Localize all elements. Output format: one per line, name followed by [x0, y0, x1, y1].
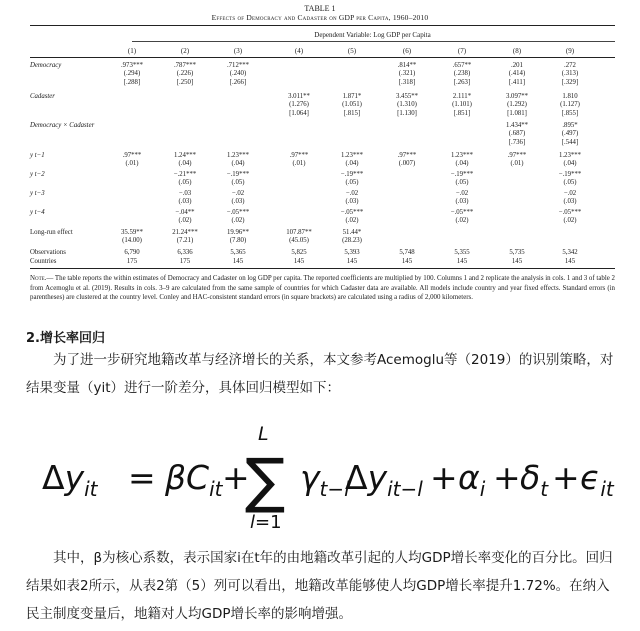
coefficient: 175: [179, 258, 191, 265]
eq-gamma: $\gamma_{t-l}$: [300, 458, 350, 501]
standard-error: (1.127): [560, 101, 580, 109]
paragraph-intro: 为了进一步研究地籍改革与经济增长的关系，本文参考Acemoglu等（2019）的识别策略，对结果变量（yit）进行一阶差分，具体回归模型如下：: [26, 352, 614, 396]
table-cell: [434, 209, 490, 226]
column-header: (5): [347, 47, 357, 55]
table-cell: [104, 249, 160, 257]
standard-error: (45.05): [289, 237, 309, 245]
table-cell: [157, 258, 213, 266]
coefficient: .97***: [507, 152, 527, 159]
table-cell: [324, 171, 380, 188]
table-cell: [489, 258, 545, 266]
table-cell: [434, 171, 490, 188]
coefficient: −.02: [231, 190, 245, 197]
table-cell: [542, 93, 598, 118]
column-header: (2): [180, 47, 190, 55]
coefficient: 5,735: [509, 249, 525, 256]
standard-error: (.03): [563, 198, 577, 206]
coefficient: .97***: [397, 152, 417, 159]
coefficient: 35.59**: [120, 229, 144, 236]
standard-error: (.04): [455, 160, 469, 168]
conley-se: [.815]: [343, 109, 361, 117]
table-cell: [104, 152, 160, 169]
standard-error: (.05): [178, 179, 192, 187]
standard-error: (.007): [398, 160, 416, 168]
row-label: Democracy: [30, 62, 62, 69]
table-cell: [324, 190, 380, 207]
eq-equals: =: [128, 458, 156, 497]
note-label: Note.: [30, 275, 47, 282]
table-cell: [271, 249, 327, 257]
standard-error: (1.051): [342, 101, 362, 109]
conley-se: [.250]: [176, 78, 194, 86]
standard-error: (.04): [178, 160, 192, 168]
regression-equation: [0, 418, 640, 533]
table-cell: [104, 62, 160, 87]
column-header: (8): [512, 47, 522, 55]
coefficient: −.19***: [558, 171, 582, 178]
coefficient: −.19***: [450, 171, 474, 178]
coefficient: −.19***: [226, 171, 250, 178]
table-cell: [434, 249, 490, 257]
row-label: y t−4: [30, 209, 45, 216]
standard-error: (1.292): [507, 101, 527, 109]
standard-error: (.05): [455, 179, 469, 187]
table-cell: [271, 258, 327, 266]
table-cell: [210, 249, 266, 257]
coefficient: 3.455**: [395, 93, 419, 100]
table-cell: [489, 93, 545, 118]
standard-error: (28.23): [342, 237, 362, 245]
coefficient: 1.810: [562, 93, 578, 100]
eq-delta-y-lag: $\Delta y_{it-l}$: [345, 458, 423, 501]
column-header: (1): [127, 47, 137, 55]
table-cell: [489, 122, 545, 147]
coefficient: −.21***: [173, 171, 197, 178]
conley-se: [1.130]: [397, 109, 417, 117]
table-cell: [157, 190, 213, 207]
conley-se: [1.064]: [289, 109, 309, 117]
standard-error: (.01): [292, 160, 306, 168]
eq-sum-lower: l=1: [250, 512, 282, 533]
standard-error: (.02): [455, 217, 469, 225]
standard-error: (.313): [561, 70, 579, 78]
coefficient: 5,393: [344, 249, 360, 256]
table-cell: [489, 62, 545, 87]
table-cell: [379, 258, 435, 266]
table-cell: [324, 249, 380, 257]
table-cell: [379, 62, 435, 87]
row-label: y t−2: [30, 171, 45, 178]
coefficient: −.05***: [226, 209, 250, 216]
coefficient: 145: [232, 258, 244, 265]
table-cell: [271, 229, 327, 246]
column-header: (4): [294, 47, 304, 55]
table-cell: [157, 171, 213, 188]
standard-error: (.414): [508, 70, 526, 78]
table-cell: [210, 209, 266, 226]
table-cell: [542, 122, 598, 147]
standard-error: (.321): [398, 70, 416, 78]
standard-error: (.03): [231, 198, 245, 206]
coefficient: 1.23***: [450, 152, 474, 159]
table-label: TABLE 1: [304, 4, 336, 13]
standard-error: (.02): [345, 217, 359, 225]
coefficient: .97***: [289, 152, 309, 159]
eq-beta-c: $\beta C_{it}$: [165, 458, 223, 501]
table-cell: [324, 93, 380, 118]
coefficient: 145: [346, 258, 358, 265]
coefficient: 1.24***: [173, 152, 197, 159]
table-cell: [157, 152, 213, 169]
table-title: Effects of Democracy and Cadaster on GDP per Capita, 1960–2010: [211, 13, 429, 22]
conley-se: [.855]: [561, 109, 579, 117]
column-header: (3): [233, 47, 243, 55]
coefficient: −.02: [455, 190, 469, 197]
standard-error: (.497): [561, 130, 579, 138]
coefficient: 175: [126, 258, 138, 265]
eq-delta-y: $\Delta y_{it}$: [42, 458, 98, 501]
table-cell: [104, 258, 160, 266]
eq-plus-3: +: [493, 458, 521, 497]
standard-error: (.687): [508, 130, 526, 138]
eq-delta-t: $\delta_t$: [520, 458, 549, 501]
eq-plus-2: +: [430, 458, 458, 497]
standard-error: (14.00): [122, 237, 142, 245]
coefficient: −.04**: [175, 209, 195, 216]
dependent-variable-rule: [132, 41, 615, 42]
table-cell: [324, 229, 380, 246]
standard-error: (.04): [345, 160, 359, 168]
table-cell: [324, 152, 380, 169]
coefficient: −.03: [178, 190, 192, 197]
standard-error: (.05): [231, 179, 245, 187]
table-note: [30, 274, 615, 303]
coefficient: 145: [293, 258, 305, 265]
table-cell: [542, 190, 598, 207]
conley-se: [.736]: [508, 138, 526, 146]
row-label: y t−1: [30, 152, 45, 159]
table-cell: [379, 249, 435, 257]
standard-error: (.03): [178, 198, 192, 206]
dependent-variable-header: Dependent Variable: Log GDP per Capita: [314, 31, 431, 39]
eq-sum-upper: L: [258, 423, 269, 445]
coefficient: .97***: [122, 152, 142, 159]
eq-plus-1: +: [222, 458, 250, 497]
table-cell: [157, 229, 213, 246]
table-cell: [434, 62, 490, 87]
coefficient: 1.23***: [558, 152, 582, 159]
coefficient: .973***: [120, 62, 144, 69]
table-cell: [489, 249, 545, 257]
table-cell: [157, 62, 213, 87]
coefficient: 3.011**: [288, 93, 310, 100]
table-cell: [104, 229, 160, 246]
table-top-rule: [30, 25, 615, 26]
note-text: — The table reports the within estimates of Democracy and Cadaster on log GDP per capita. The reported coefficients are multiplied by 100. Columns 1 and 2 replicate the analysis in cols. 1 and 3 of table 2 from Acemoglu et al. (2019). Results in cols. 3–9 are calculated from the same sample of countries for which Cadaster data are available. All models include country and year fixed effects. Standard errors (in parentheses) are clustered at the country level. Conley and HAC-consistent standard errors (in square brackets) are calculated using a radius of 2,000 kilometers.: [30, 275, 615, 302]
conley-se: [.851]: [453, 109, 471, 117]
table-cell: [542, 249, 598, 257]
table-cell: [434, 93, 490, 118]
table-cell: [210, 171, 266, 188]
table-cell: [271, 152, 327, 169]
table-cell: [379, 93, 435, 118]
table-cell: [489, 152, 545, 169]
row-label: Observations: [30, 249, 66, 256]
coefficient: 6,790: [124, 249, 140, 256]
standard-error: (.238): [453, 70, 471, 78]
table-cell: [157, 209, 213, 226]
row-label: Countries: [30, 258, 57, 265]
table-cell: [434, 152, 490, 169]
table-cell: [542, 258, 598, 266]
coefficient: 5,355: [454, 249, 470, 256]
coefficient: 107.87**: [286, 229, 312, 236]
standard-error: (.226): [176, 70, 194, 78]
coefficient: .712***: [226, 62, 250, 69]
coefficient: 21.24***: [172, 229, 198, 236]
coefficient: 1.23***: [226, 152, 250, 159]
conley-se: [.411]: [508, 78, 526, 86]
conley-se: [.544]: [561, 138, 579, 146]
standard-error: (.01): [510, 160, 524, 168]
eq-plus-4: +: [552, 458, 580, 497]
coefficient: .657**: [452, 62, 472, 69]
coefficient: −.19***: [340, 171, 364, 178]
coefficient: 5,825: [291, 249, 307, 256]
coefficient: 1.871*: [342, 93, 362, 100]
coefficient: .787***: [173, 62, 197, 69]
conley-se: [.288]: [123, 78, 141, 86]
row-label: y t−3: [30, 190, 45, 197]
coefficient: 19.96**: [226, 229, 250, 236]
table-cell: [542, 152, 598, 169]
table-cell: [434, 258, 490, 266]
column-header: (9): [565, 47, 575, 55]
standard-error: (.04): [563, 160, 577, 168]
coefficient: 1.23***: [340, 152, 364, 159]
table-cell: [271, 93, 327, 118]
standard-error: (1.101): [452, 101, 472, 109]
coefficient: −.02: [345, 190, 359, 197]
table-cell: [210, 229, 266, 246]
section-heading: 2.增长率回归: [26, 331, 105, 346]
table-cell: [434, 190, 490, 207]
standard-error: (7.80): [229, 237, 247, 245]
coefficient: .272: [564, 62, 576, 69]
coefficient: 5,342: [562, 249, 578, 256]
standard-error: (.02): [231, 217, 245, 225]
coefficient: −.02: [563, 190, 577, 197]
paragraph-results: 其中，β为核心系数，表示国家i在t年的由地籍改革引起的人均GDP增长率变化的百分比。回归结果如表2所示，从表2第（5）列可以看出，地籍改革能够使人均GDP增长率提升1.72%。在纳入民主制度变量后，地籍对人均GDP增长率的影响增强。: [26, 550, 613, 622]
table-bottom-rule: [30, 268, 615, 269]
coefficient: −.05***: [340, 209, 364, 216]
conley-se: [.266]: [229, 78, 247, 86]
coefficient: 145: [401, 258, 413, 265]
coefficient: 5,748: [399, 249, 415, 256]
standard-error: (7.21): [176, 237, 194, 245]
row-label: Democracy × Cadaster: [30, 122, 95, 129]
table-cell: [324, 258, 380, 266]
table-cell: [379, 152, 435, 169]
table-cell: [157, 249, 213, 257]
table-cell: [210, 258, 266, 266]
standard-error: (1.276): [289, 101, 309, 109]
eq-alpha: $\alpha_i$: [458, 458, 486, 501]
eq-epsilon: $\epsilon_{it}$: [580, 458, 614, 501]
coefficient: −.05***: [450, 209, 474, 216]
table-cell: [542, 209, 598, 226]
header-bottom-rule: [30, 57, 615, 58]
standard-error: (.294): [123, 70, 141, 78]
table-cell: [210, 152, 266, 169]
conley-se: [1.081]: [507, 109, 527, 117]
standard-error: (.02): [563, 217, 577, 225]
coefficient: 145: [564, 258, 576, 265]
coefficient: −.05***: [558, 209, 582, 216]
coefficient: .814**: [397, 62, 417, 69]
standard-error: (.05): [563, 179, 577, 187]
standard-error: (.02): [178, 217, 192, 225]
coefficient: .895*: [562, 122, 578, 129]
standard-error: (1.310): [397, 101, 417, 109]
conley-se: [.329]: [561, 78, 579, 86]
table-cell: [542, 62, 598, 87]
table-cell: [210, 190, 266, 207]
row-label: Cadaster: [30, 93, 55, 100]
coefficient: 1.434**: [505, 122, 529, 129]
coefficient: 145: [456, 258, 468, 265]
table-cell: [324, 209, 380, 226]
table-cell: [542, 171, 598, 188]
column-header: (7): [457, 47, 467, 55]
coefficient: 6,336: [177, 249, 193, 256]
coefficient: 5,365: [230, 249, 246, 256]
conley-se: [.263]: [453, 78, 471, 86]
row-label: Long-run effect: [30, 229, 73, 236]
standard-error: (.04): [231, 160, 245, 168]
table-cell: [210, 62, 266, 87]
column-header: (6): [402, 47, 412, 55]
coefficient: 145: [511, 258, 523, 265]
coefficient: 51.44*: [342, 229, 362, 236]
standard-error: (.05): [345, 179, 359, 187]
coefficient: .201: [511, 62, 523, 69]
coefficient: 3.097**: [505, 93, 529, 100]
coefficient: 2.111*: [452, 93, 472, 100]
standard-error: (.03): [345, 198, 359, 206]
standard-error: (.01): [125, 160, 139, 168]
eq-sum-sigma: ∑: [245, 446, 286, 516]
standard-error: (.240): [229, 70, 247, 78]
standard-error: (.03): [455, 198, 469, 206]
conley-se: [.318]: [398, 78, 416, 86]
